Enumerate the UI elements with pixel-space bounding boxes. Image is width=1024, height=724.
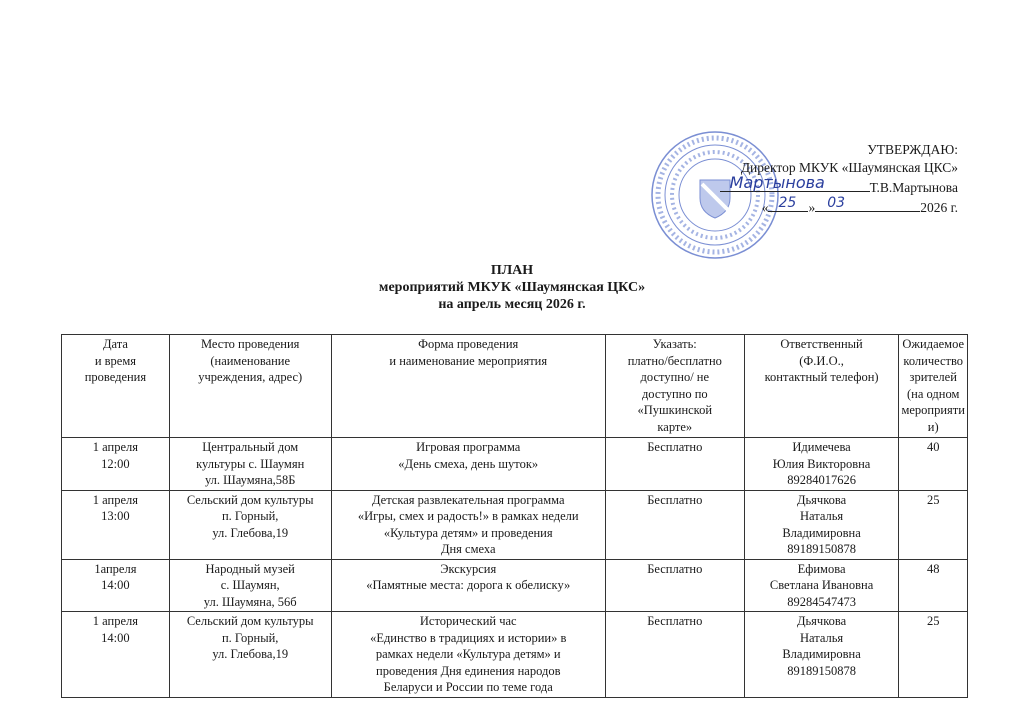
approval-block <box>720 141 958 217</box>
cell-audience: 25 <box>899 490 968 559</box>
cell-responsible: Дьячкова Наталья Владимировна 89189150878 <box>744 490 899 559</box>
events-table <box>61 334 968 698</box>
cell-date: 1 апреля 14:00 <box>62 612 170 698</box>
cell-payment: Бесплатно <box>605 438 744 491</box>
date-year: 2026 г. <box>920 200 958 215</box>
cell-responsible: Дьячкова Наталья Владимировна 89189150878 <box>744 612 899 698</box>
cell-place: Сельский дом культуры п. Горный, ул. Глебова,19 <box>169 612 331 698</box>
cell-payment: Бесплатно <box>605 559 744 612</box>
title-line-3: на апрель месяц 2026 г. <box>438 297 586 312</box>
table-row <box>62 612 968 698</box>
cell-responsible: Идимечева Юлия Викторовна 89284017626 <box>744 438 899 491</box>
cell-event: Детская развлекательная программа «Игры, смех и радость!» в рамках недели «Культура детям» и проведения Дня смеха <box>331 490 605 559</box>
date-month: 03 <box>827 195 846 211</box>
approval-position: Директор МКУК «Шаумянская ЦКС» <box>740 160 958 175</box>
table-row <box>62 438 968 491</box>
handwritten-signature: Мартынова <box>729 173 825 192</box>
header-event: Форма проведения и наименование мероприятия <box>331 335 605 438</box>
cell-place: Центральный дом культуры с. Шаумян ул. Шаумяна,58Б <box>169 438 331 491</box>
table-row <box>62 490 968 559</box>
cell-audience: 25 <box>899 612 968 698</box>
title-line-1: ПЛАН <box>490 263 534 278</box>
cell-date: 1апреля 14:00 <box>62 559 170 612</box>
signature-line <box>720 173 870 192</box>
cell-date: 1 апреля 12:00 <box>62 438 170 491</box>
title-line-2: мероприятий МКУК «Шаумянская ЦКС» <box>378 280 646 295</box>
table-header-row <box>62 335 968 438</box>
cell-payment: Бесплатно <box>605 612 744 698</box>
header-audience: Ожидаемое количество зрителей (на одном мероприяти и) <box>899 335 968 438</box>
header-responsible: Ответственный (Ф.И.О., контактный телефон) <box>744 335 899 438</box>
header-date: Дата и время проведения <box>62 335 170 438</box>
header-place: Место проведения (наименование учреждения, адрес) <box>169 335 331 438</box>
cell-payment: Бесплатно <box>605 490 744 559</box>
cell-date: 1 апреля 13:00 <box>62 490 170 559</box>
approval-heading: УТВЕРЖДАЮ: <box>867 142 958 157</box>
approver-name: Т.В.Мартынова <box>869 180 958 195</box>
date-day: 25 <box>778 195 797 211</box>
date-quote-close: » <box>808 200 816 215</box>
cell-event: Игровая программа «День смеха, день шуток» <box>331 438 605 491</box>
cell-audience: 48 <box>899 559 968 612</box>
cell-event: Исторический час «Единство в традициях и истории» в рамках недели «Культура детям» и проведения Дня единения народов Беларуси и России по теме года <box>331 612 605 698</box>
document-title <box>0 262 1024 313</box>
cell-event: Экскурсия «Памятные места: дорога к обелиску» <box>331 559 605 612</box>
cell-place: Народный музей с. Шаумян, ул. Шаумяна, 56б <box>169 559 331 612</box>
cell-audience: 40 <box>899 438 968 491</box>
table-row <box>62 559 968 612</box>
cell-responsible: Ефимова Светлана Ивановна 89284547473 <box>744 559 899 612</box>
date-quote-open: « <box>761 200 769 215</box>
cell-place: Сельский дом культуры п. Горный, ул. Глебова,19 <box>169 490 331 559</box>
header-payment: Указать: платно/бесплатно доступно/ не доступно по «Пушкинской карте» <box>605 335 744 438</box>
